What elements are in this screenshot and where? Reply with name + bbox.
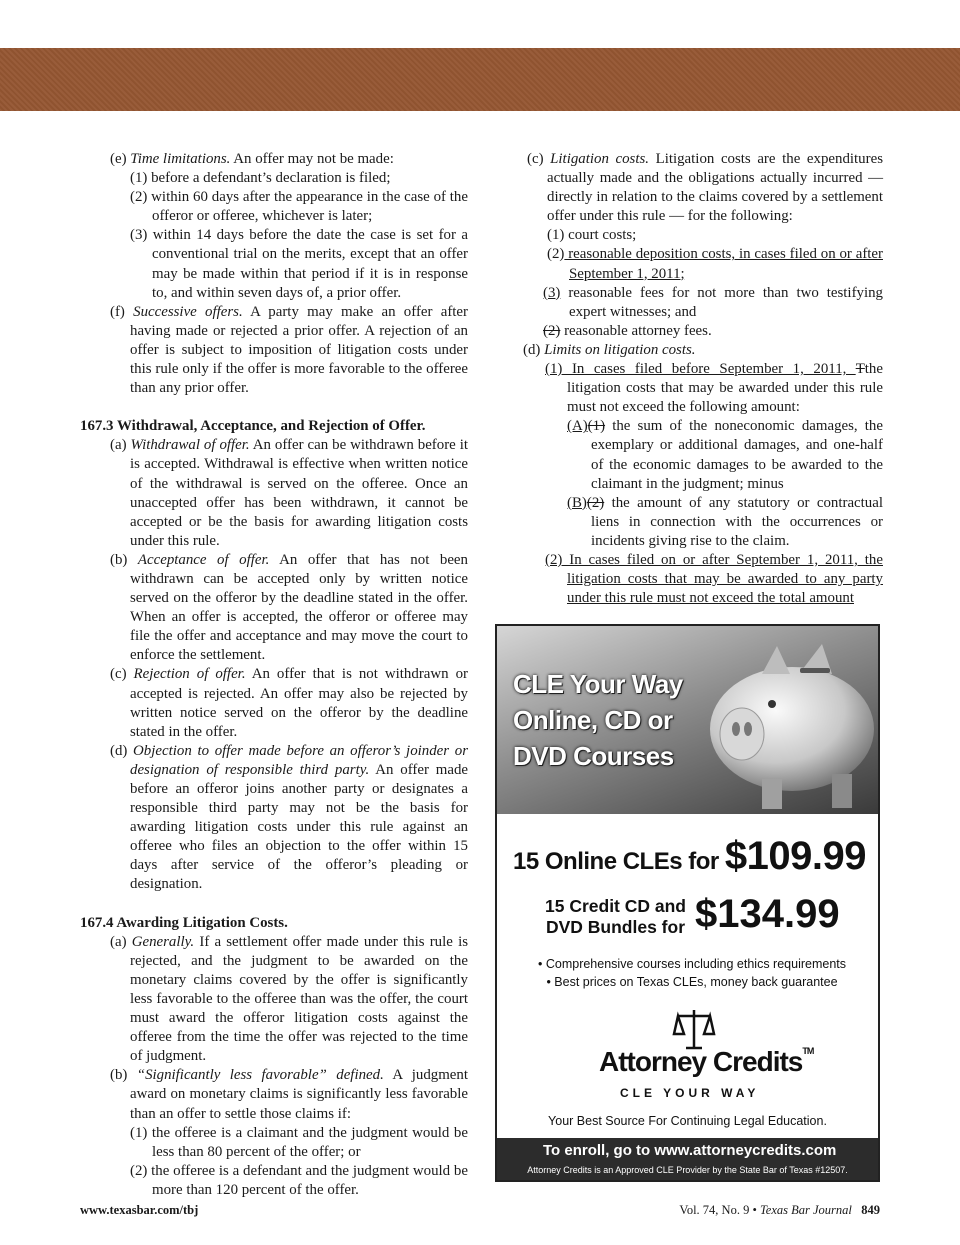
para-3b — [80, 551, 468, 666]
para-3b-text: An offer that has not been withdrawn can be accepted only by written notice served on the offeror by the deadline stated in the offer. When an offer is accepted, the offeror or offeree may file the offer and acceptance and may move the court to enforce the settlement. — [130, 551, 468, 664]
item-e1: (1) before a defendant’s declaration is filed; — [130, 170, 391, 187]
headline-line-1: CLE Your Way — [513, 669, 683, 699]
footer-info — [679, 1203, 880, 1218]
attorney-credits-logo — [599, 1046, 813, 1078]
item-dB-text: the amount of any statutory or contractual liens in connection with the occurrences or incidents giving rise to the claim. — [591, 494, 883, 549]
para-d — [523, 341, 883, 360]
underlined: (1) In cases filed before September 1, 2011, — [545, 361, 856, 378]
para-3a — [80, 436, 468, 551]
item-c4-text: reasonable attorney fees. — [560, 322, 712, 339]
trademark: TM — [802, 1046, 814, 1056]
item-d1 — [527, 360, 883, 417]
strike: (2) — [543, 322, 561, 339]
strike: (1) — [587, 418, 606, 435]
para-3a-text: An offer can be withdrawn before it is accepted. Withdrawal is effective when written notice of the withdrawal is served on the offeree. Once an unaccepted offer has been withdrawn, it cannot be accepted or be the basis for awarding litigation costs under this rule. — [130, 437, 468, 549]
underlined: (B) — [567, 494, 587, 511]
logo-tagline: CLE YOUR WAY — [620, 1086, 760, 1100]
item-c4 — [527, 322, 883, 341]
item-dA — [527, 417, 883, 493]
item-c1: (1) court costs; — [547, 227, 637, 244]
para-f-title: Successive offers. — [133, 303, 243, 320]
label: (f) — [110, 303, 134, 320]
para-4b — [80, 1066, 468, 1123]
item-c2 — [527, 245, 883, 283]
underlined: (A) — [567, 418, 588, 435]
header-band — [0, 48, 960, 111]
para-c-title: Litigation costs. — [550, 151, 649, 167]
item-dB — [527, 494, 883, 551]
item-d2: (2) In cases filed on or after September 1, 2011, the litigation costs that may be awarded to any party under this rule must not exceed the total amount — [545, 551, 883, 607]
bullet-2: • Best prices on Texas CLEs, money back guarantee — [546, 975, 838, 989]
enroll-bar[interactable] — [497, 1138, 878, 1182]
num: (2) — [547, 246, 565, 263]
section-heading-1673: 167.3 Withdrawal, Acceptance, and Rejection of Offer. — [80, 418, 426, 435]
left-column — [80, 150, 468, 1200]
item-e3: (3) within 14 days before the date the case is set for a conventional trial on the merits, except that an offer may be made within that period if it is in response to, and within seven days of, a prior offer. — [130, 227, 468, 301]
para-c-text: Litigation costs are the expenditures actually made and the obligations actually incurred — directly in relation to the claims covered by a settlement offer under this rule — for the following: — [547, 151, 883, 225]
headline-line-2: Online, CD or — [513, 705, 673, 735]
offer-online-text: 15 Online CLEs for — [513, 848, 725, 875]
para-4a — [80, 933, 468, 1067]
item-e2: (2) within 60 days after the appearance in the case of the offeror or offeree, whichever is later; — [130, 189, 468, 225]
item-c3 — [527, 284, 883, 322]
attorney-credits-ad[interactable] — [495, 624, 880, 1182]
para-4b-text: A judgment award on monetary claims is significantly less favorable than an offer to settle those claims if: — [130, 1067, 468, 1122]
para-3d-title: Objection to offer made before an offeror’s joinder or designation of responsible third party. — [130, 742, 468, 778]
para-3c-text: An offer that is not withdrawn or accepted is rejected. An offer may also be rejected by written notice served on the offeror by the deadline stated in the offer. — [130, 666, 468, 740]
item-c3-text: reasonable fees for not more than two testifying expert witnesses; and — [560, 284, 883, 320]
item-4b2: (2) the offeree is a defendant and the judgment would be more than 120 percent of the offer. — [130, 1162, 468, 1198]
label: (a) — [110, 437, 131, 454]
para-c — [527, 150, 883, 226]
para-4a-title: Generally. — [131, 933, 195, 950]
offer-bundle-text — [545, 896, 686, 938]
footer-volume: Vol. 74, No. 9 • — [679, 1203, 760, 1217]
para-4b-title: “Significantly less favorable” defined. — [136, 1067, 384, 1084]
para-3c-title: Rejection of offer. — [133, 666, 246, 683]
offer-online — [513, 834, 866, 879]
para-f-text: A party may make an offer after having made or rejected a prior offer. A rejection of an offer is subject to imposition of litigation costs under this rule only if the offer is more favorable to the offeree than any prior offer. — [130, 303, 468, 397]
para-3c — [80, 665, 468, 741]
label: (b) — [110, 551, 138, 568]
offer-online-price: $109.99 — [724, 834, 866, 878]
item-dA-text: the sum of the noneconomic damages, the exemplary or additional damages, and one-half of the economic damages to be awarded to the claimant in the judgment; minus — [591, 418, 883, 492]
piggy-bank-icon — [682, 634, 878, 814]
item-c2-text: reasonable deposition costs, in cases filed on or after September 1, 2011; — [564, 246, 883, 282]
offer-bundle-line-2: DVD Bundles for — [545, 917, 686, 937]
label: (b) — [110, 1067, 137, 1084]
para-3b-title: Acceptance of offer. — [137, 551, 270, 568]
para-e-text: An offer may not be made: — [230, 151, 394, 167]
label: (d) — [523, 341, 545, 358]
footer-journal: Texas Bar Journal — [759, 1203, 852, 1217]
strike: T — [855, 361, 865, 378]
para-e — [80, 150, 468, 169]
label: (a) — [110, 933, 132, 950]
right-column — [523, 150, 883, 608]
page-number: 849 — [861, 1203, 880, 1217]
ad-headline — [513, 666, 683, 774]
para-f — [80, 303, 468, 398]
logo-name: Attorney Credits — [599, 1046, 803, 1077]
footer-url[interactable]: www.texasbar.com/tbj — [80, 1203, 199, 1217]
enroll-link[interactable]: To enroll, go to www.attorneycredits.com — [543, 1142, 837, 1159]
ad-photo-area — [497, 626, 878, 814]
para-e-title: Time limitations. — [130, 151, 231, 167]
provider-note: Attorney Credits is an Approved CLE Provider by the State Bar of Texas #12507. — [527, 1165, 848, 1175]
label: (e) — [110, 151, 131, 167]
para-d-title: Limits on litigation costs. — [544, 341, 696, 358]
ad-best-source: Your Best Source For Continuing Legal Education. — [548, 1114, 827, 1128]
label: (c) — [527, 151, 551, 167]
label: (d) — [110, 742, 134, 759]
strike: (2) — [586, 494, 605, 511]
headline-line-3: DVD Courses — [513, 741, 674, 771]
offer-bundle-line-1: 15 Credit CD and — [545, 896, 686, 916]
para-3d-text: An offer made before an offeror joins another party or designates a responsible third party may not be the basis for awarding litigation costs under this rule against an offeree who files an objection to the offer within 15 days after service of the offeror’s pleading or designation. — [130, 761, 469, 893]
offer-bundle-price: $134.99 — [695, 892, 840, 936]
section-heading-1674: 167.4 Awarding Litigation Costs. — [80, 914, 288, 931]
para-4a-text: If a settlement offer made under this rule is rejected, and the judgment to be awarded on the monetary claims covered by the offer is significantly less favorable to the offeree than was the offer, the court must award the offeror litigation costs against the offeree from the time the offer was rejected to the time of judgment. — [130, 933, 468, 1065]
num: (3) — [543, 284, 561, 301]
para-3d — [80, 742, 468, 895]
label: (c) — [110, 666, 134, 683]
item-d1-text: the litigation costs that may be awarded under this rule must not exceed the following amount: — [567, 361, 883, 416]
para-3a-title: Withdrawal of offer. — [130, 437, 250, 454]
item-4b1: (1) the offeree is a claimant and the judgment would be less than 80 percent of the offer; or — [130, 1124, 468, 1160]
bullet-1: • Comprehensive courses including ethics requirements — [538, 957, 846, 971]
